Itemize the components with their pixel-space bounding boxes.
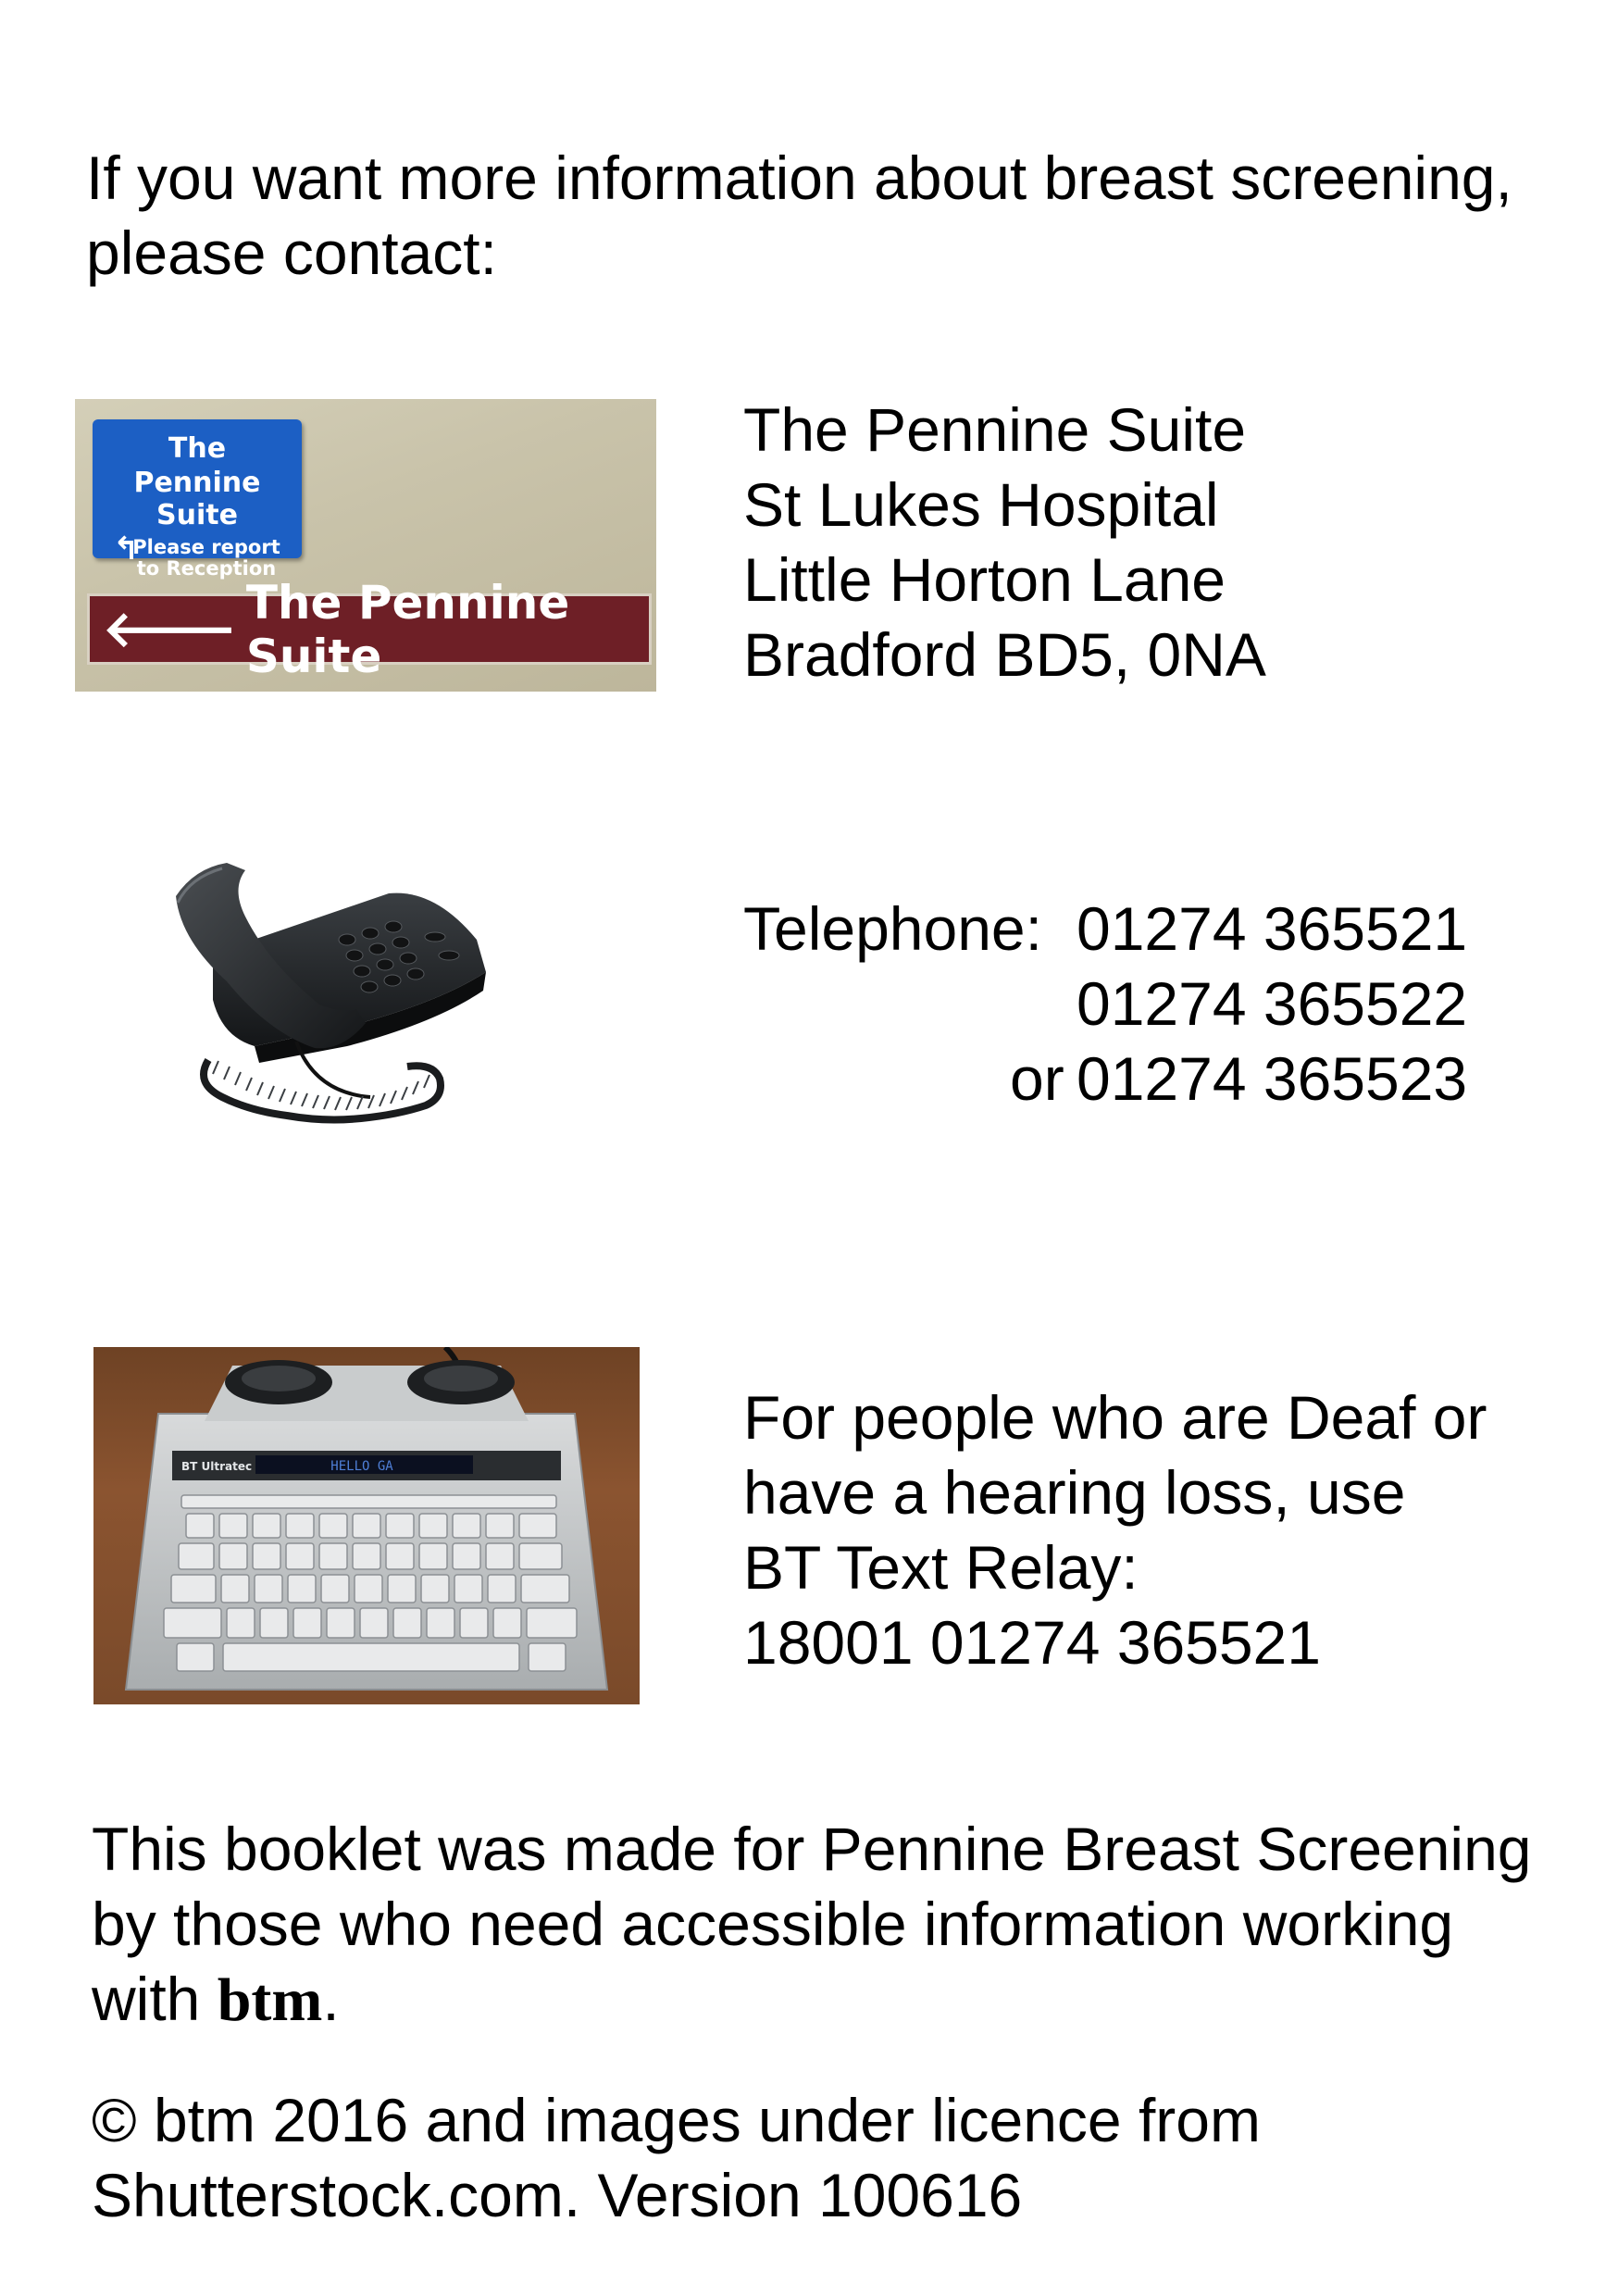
copyright-line-2: Shutterstock.com. Version 100616	[92, 2161, 1023, 2229]
address-line-2: St Lukes Hospital	[743, 470, 1219, 539]
reception-sign	[93, 419, 302, 580]
credit-line-3	[92, 1962, 340, 2038]
direction-sign	[87, 575, 652, 683]
telephone-number-1: 01274 365521	[1077, 894, 1468, 963]
pennine-suite-sign-photo	[75, 399, 656, 692]
or-label: or	[1010, 1044, 1064, 1113]
credit-line-2: by those who need accessible information working	[92, 1890, 1454, 1958]
text-relay-number: 18001 01274 365521	[743, 1608, 1321, 1677]
left-arrow-icon: 🡐	[103, 600, 237, 658]
intro-text-line-1: If you want more information about breast screening,	[86, 144, 1512, 212]
telephone-photo	[157, 852, 574, 1157]
address-line-4: Bradford BD5, 0NA	[743, 620, 1266, 689]
textphone-icon	[93, 1347, 640, 1704]
brand-label: BT Ultratec	[181, 1460, 253, 1473]
address-line-3: Little Horton Lane	[743, 545, 1226, 614]
credit-line-3-prefix: with	[92, 1965, 218, 2033]
intro-text-line-2: please contact:	[86, 218, 497, 287]
reception-sign-line-3: Please report	[132, 536, 280, 558]
reception-sign-line-4: to Reception	[136, 557, 277, 580]
telephone-number-2: 01274 365522	[1077, 969, 1468, 1038]
text-relay-line-1: For people who are Deaf or	[743, 1383, 1487, 1452]
btm-brand: btm	[217, 1966, 323, 2034]
copyright-line-1: © btm 2016 and images under licence from	[92, 2086, 1261, 2154]
turn-arrow-icon: ↰	[113, 530, 140, 568]
reception-sign-line-2: Pennine Suite	[133, 467, 261, 531]
reception-sign-line-1: The	[168, 432, 227, 465]
telephone-icon	[157, 852, 574, 1157]
address-line-1: The Pennine Suite	[743, 395, 1247, 464]
textphone-photo	[93, 1347, 640, 1704]
direction-sign-text: The Pennine Suite	[245, 575, 570, 683]
display-text: HELLO GA	[330, 1459, 393, 1474]
text-relay-line-2: have a hearing loss, use	[743, 1458, 1406, 1527]
credit-line-3-suffix: .	[322, 1965, 340, 2033]
text-relay-line-3: BT Text Relay:	[743, 1533, 1139, 1602]
credit-line-1: This booklet was made for Pennine Breast Screening	[92, 1815, 1532, 1883]
telephone-label: Telephone:	[743, 894, 1042, 963]
telephone-number-3: 01274 365523	[1077, 1044, 1468, 1113]
